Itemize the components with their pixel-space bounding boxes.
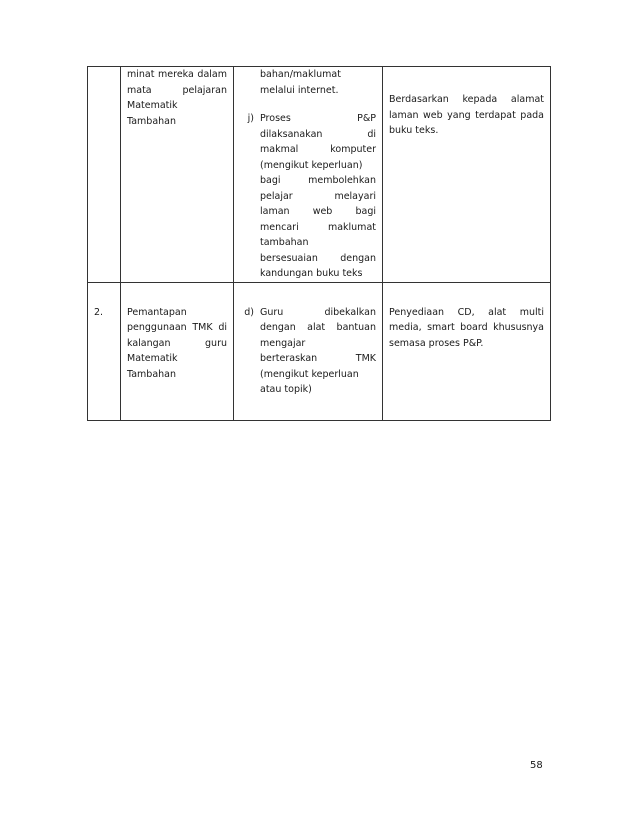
text-line: Proses P&P bbox=[260, 113, 376, 124]
document-table bbox=[87, 66, 551, 421]
text-line: semasa proses P&P. bbox=[389, 337, 484, 349]
text-line: atau topik) bbox=[260, 384, 312, 395]
text-line: kandungan buku teks bbox=[260, 268, 363, 279]
text-line: Tambahan bbox=[127, 368, 177, 380]
text-line: penggunaan TMK di bbox=[127, 322, 227, 333]
text-line: Pemantapan bbox=[127, 306, 187, 318]
row-number-cell bbox=[88, 282, 121, 420]
item-marker: j) bbox=[247, 113, 254, 124]
text-line: mencari maklumat bbox=[260, 221, 376, 233]
table-row bbox=[88, 282, 551, 420]
text-line: laman web bagi bbox=[260, 206, 376, 217]
text-line: kalangan guru bbox=[127, 337, 227, 349]
text-line: Berdasarkan kepada alamat bbox=[389, 94, 544, 105]
text-line: (mengikut keperluan) bbox=[260, 159, 363, 171]
text-line: minat mereka dalam bbox=[127, 69, 227, 80]
output-cell bbox=[383, 282, 551, 420]
text-line: Guru dibekalkan bbox=[260, 306, 376, 318]
text-line: Tambahan bbox=[127, 115, 177, 127]
text-line: Matematik bbox=[127, 353, 178, 364]
text-line: pelajar melayari bbox=[260, 190, 376, 202]
text-line: mata pelajaran bbox=[127, 84, 227, 96]
item-marker: d) bbox=[244, 306, 254, 318]
row-number: 2. bbox=[94, 306, 104, 318]
activity-item bbox=[234, 111, 376, 282]
item-marker bbox=[234, 67, 260, 98]
text-line: buku teks. bbox=[389, 125, 439, 136]
text-line: makmal komputer bbox=[260, 144, 376, 155]
page-number: 58 bbox=[530, 760, 543, 771]
text-line: dilaksanakan di bbox=[260, 128, 376, 140]
text-line: dengan alat bantuan bbox=[260, 322, 376, 333]
text-line: tambahan bbox=[260, 237, 309, 248]
text-line: Matematik bbox=[127, 100, 178, 111]
text-line: mengajar bbox=[260, 337, 306, 349]
output-cell bbox=[383, 67, 551, 283]
text-line: media, smart board khususnya bbox=[389, 322, 544, 333]
objective-cell bbox=[121, 282, 234, 420]
text-line: berteraskan TMK bbox=[260, 353, 376, 364]
activity-item bbox=[234, 67, 376, 98]
text-line: melalui internet. bbox=[260, 84, 339, 96]
table-row bbox=[88, 67, 551, 283]
text-line: bagi membolehkan bbox=[260, 175, 376, 186]
text-line: (mengikut keperluan bbox=[260, 368, 359, 380]
text-line: bahan/maklumat bbox=[260, 69, 341, 80]
objective-cell bbox=[121, 67, 234, 283]
text-line: laman web yang terdapat pada bbox=[389, 109, 544, 121]
row-number-cell bbox=[88, 67, 121, 283]
text-line: Penyediaan CD, alat multi bbox=[389, 306, 544, 318]
activity-cell bbox=[234, 282, 383, 420]
text-line: bersesuaian dengan bbox=[260, 252, 376, 264]
activity-item bbox=[234, 305, 376, 398]
activity-cell bbox=[234, 67, 383, 283]
